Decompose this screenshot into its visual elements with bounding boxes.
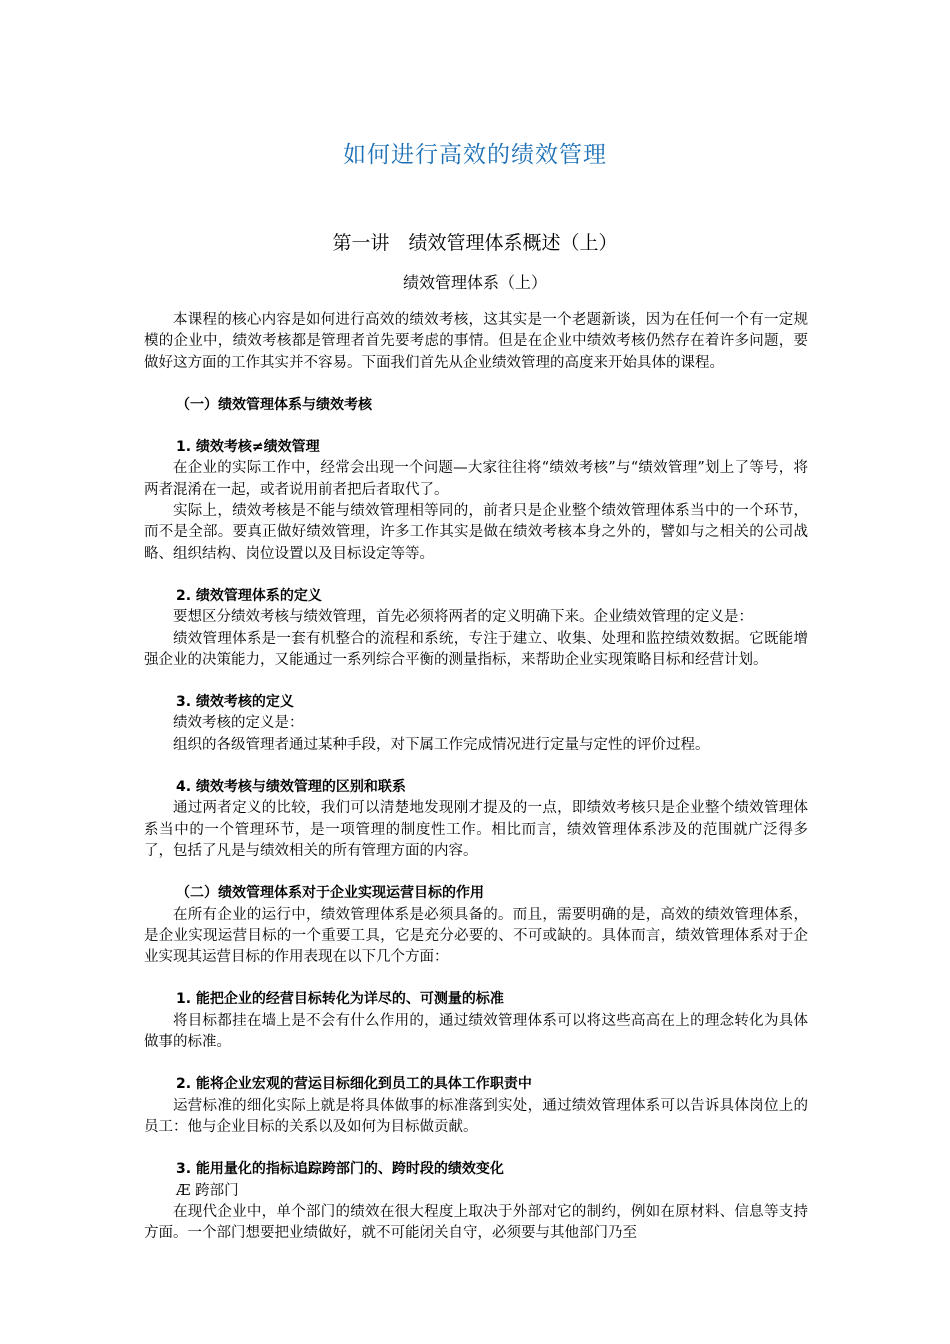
paragraph: 组织的各级管理者通过某种手段，对下属工作完成情况进行定量与定性的评价过程。 — [173, 736, 710, 753]
intro-paragraph: 本课程的核心内容是如何进行高效的绩效考核，这其实是一个老题新谈，因为在任何一个有一定规模的企业中，绩效考核都是管理者首先要考虑的事情。但是在企业中绩效考核仍然存在着许多问题，要做好这方面的工作其实并不容易。下面我们首先从企业绩效管理的高度来开始具体的课程。 — [144, 312, 808, 371]
subsection-heading: 1. 绩效考核≠绩效管理 — [176, 439, 320, 456]
subsection-heading: 4. 绩效考核与绩效管理的区别和联系 — [176, 779, 406, 796]
paragraph: 在企业的实际工作中，经常会出现一个问题—大家往往将“绩效考核”与“绩效管理”划上了等号，将两者混淆在一起，或者说用前者把后者取代了。 — [144, 460, 808, 498]
subsection-heading: 2. 绩效管理体系的定义 — [176, 587, 322, 604]
section-heading: （二）绩效管理体系对于企业实现运营目标的作用 — [176, 885, 484, 902]
lecture-heading: 第一讲 绩效管理体系概述（上） — [332, 232, 618, 254]
paragraph: 运营标准的细化实际上就是将具体做事的标准落到实处，通过绩效管理体系可以告诉具体岗位上的员工：他与企业目标的关系以及如何为目标做贡献。 — [144, 1097, 808, 1135]
paragraph: 要想区分绩效考核与绩效管理，首先必须将两者的定义明确下来。企业绩效管理的定义是： — [173, 609, 753, 626]
paragraph: 绩效管理体系是一套有机整合的流程和系统，专注于建立、收集、处理和监控绩效数据。它既能增强企业的决策能力，又能通过一系列综合平衡的测量指标，来帮助企业实现策略目标和经营计划。 — [144, 630, 808, 668]
subsection-heading: 2. 能将企业宏观的营运目标细化到员工的具体工作职责中 — [176, 1076, 532, 1093]
subsection-heading: 3. 能用量化的指标追踪跨部门的、跨时段的绩效变化 — [176, 1161, 504, 1178]
document-title: 如何进行高效的绩效管理 — [343, 142, 607, 168]
subsection-heading: 3. 绩效考核的定义 — [176, 694, 294, 711]
section-subtitle: 绩效管理体系（上） — [402, 273, 547, 292]
bullet-item: Æ 跨部门 — [176, 1182, 239, 1199]
document-body — [144, 310, 808, 1244]
subsection-heading: 1. 能把企业的经营目标转化为详尽的、可测量的标准 — [176, 991, 504, 1008]
section-heading: （一）绩效管理体系与绩效考核 — [176, 396, 372, 413]
paragraph: 将目标都挂在墙上是不会有什么作用的，通过绩效管理体系可以将这些高高在上的理念转化为具体做事的标准。 — [144, 1012, 808, 1051]
paragraph: 通过两者定义的比较，我们可以清楚地发现刚才提及的一点，即绩效考核只是企业整个绩效管理体系当中的一个管理环节，是一项管理的制度性工作。相比而言，绩效管理体系涉及的范围就广泛得多了，包括了凡是与绩效相关的所有管理方面的内容。 — [144, 800, 808, 859]
paragraph: 绩效考核的定义是： — [173, 715, 304, 732]
paragraph: 在现代企业中，单个部门的绩效在很大程度上取决于外部对它的制约，例如在原材料、信息等支持方面。一个部门想要把业绩做好，就不可能闭关自守，必须要与其他部门乃至 — [144, 1203, 808, 1242]
paragraph: 在所有企业的运行中，绩效管理体系是必须具备的。而且，需要明确的是，高效的绩效管理体系，是企业实现运营目标的一个重要工具，它是充分必要的、不可或缺的。具体而言，绩效管理体系对于企业实现其运营目标的作用表现在以下几个方面： — [144, 906, 808, 966]
paragraph: 实际上，绩效考核是不能与绩效管理相等同的，前者只是企业整个绩效管理体系当中的一个环节，而不是全部。要真正做好绩效管理，许多工作其实是做在绩效考核本身之外的，譬如与之相关的公司战略、组织结构、岗位设置以及目标设定等等。 — [144, 503, 808, 562]
